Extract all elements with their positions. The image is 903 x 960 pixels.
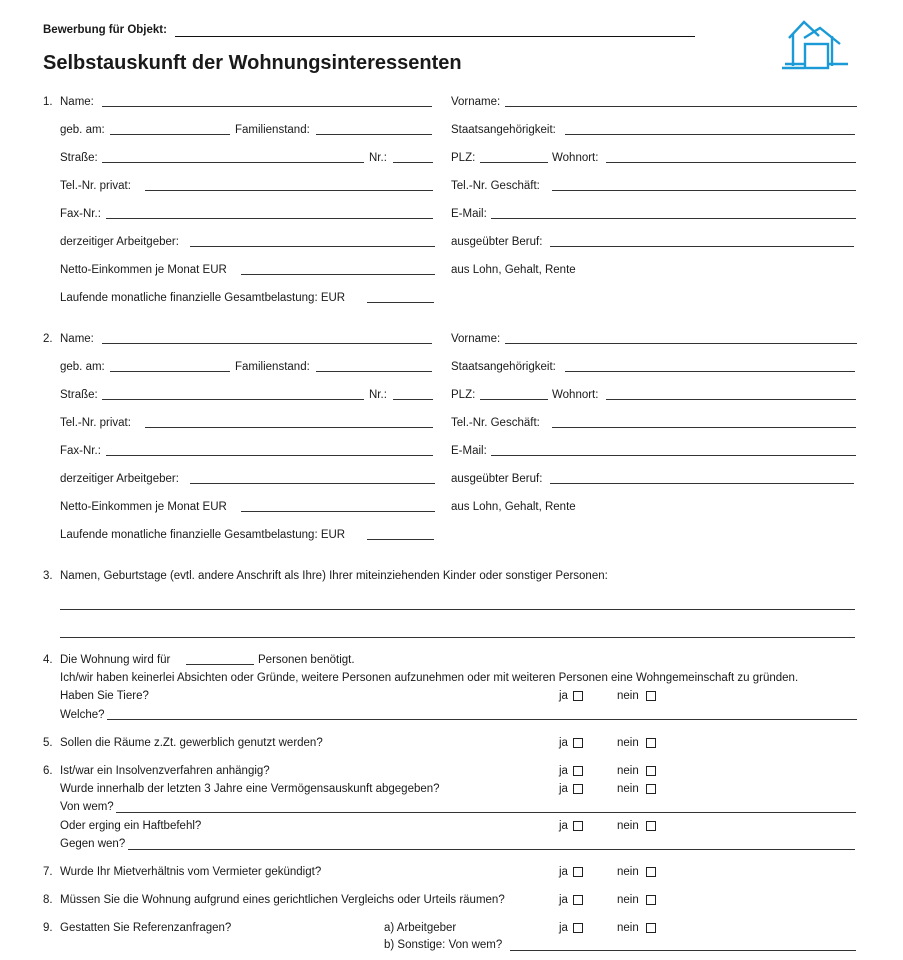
q6-haftbefehl-nein-label: nein <box>617 820 639 832</box>
q6-vermoegen-ja-checkbox[interactable] <box>573 784 583 794</box>
person1-email-label: E-Mail: <box>451 208 487 220</box>
person2-familienstand-label: Familienstand: <box>235 361 310 373</box>
person2-geb-field[interactable] <box>110 371 230 372</box>
q8-ja-checkbox[interactable] <box>573 895 583 905</box>
q4-tiere-nein-checkbox[interactable] <box>646 691 656 701</box>
person1-name-label: Name: <box>60 96 94 108</box>
person1-fax-field[interactable] <box>106 218 433 219</box>
person1-wohnort-field[interactable] <box>606 162 856 163</box>
q8-nein-label: nein <box>617 894 639 906</box>
person2-email-field[interactable] <box>491 455 856 456</box>
person1-netto-field[interactable] <box>241 274 435 275</box>
person1-strasse-label: Straße: <box>60 152 98 164</box>
q6-von-wem: Von wem? <box>60 801 114 813</box>
q9-arbeitgeber-nein-label: nein <box>617 922 639 934</box>
q6-text: Ist/war ein Insolvenzverfahren anhängig? <box>60 765 270 777</box>
person2-arbeitgeber-label: derzeitiger Arbeitgeber: <box>60 473 179 485</box>
q9-arbeitgeber-nein-checkbox[interactable] <box>646 923 656 933</box>
person2-belastung-label: Laufende monatliche finanzielle Gesamtbelastung: EUR <box>60 529 346 541</box>
q9-number: 9. <box>43 922 53 934</box>
person2-netto-label: Netto-Einkommen je Monat EUR <box>60 501 227 513</box>
q6-vermoegen: Wurde innerhalb der letzten 3 Jahre eine Vermögensauskunft abgegeben? <box>60 783 440 795</box>
person2-plz-label: PLZ: <box>451 389 476 401</box>
q8-ja-label: ja <box>559 894 568 906</box>
person1-vorname-field[interactable] <box>505 106 857 107</box>
person2-netto-field[interactable] <box>241 511 435 512</box>
person1-strasse-field[interactable] <box>102 162 364 163</box>
q5-nein-checkbox[interactable] <box>646 738 656 748</box>
q6-vermoegen-ja-label: ja <box>559 783 568 795</box>
person2-strasse-field[interactable] <box>102 399 364 400</box>
q8-nein-checkbox[interactable] <box>646 895 656 905</box>
q6-haftbefehl: Oder erging ein Haftbefehl? <box>60 820 202 832</box>
person1-lohn-label: aus Lohn, Gehalt, Rente <box>451 264 576 276</box>
person2-geb-label: geb. am: <box>60 361 105 373</box>
person2-belastung-field[interactable] <box>367 539 434 540</box>
q4-welche: Welche? <box>60 709 105 721</box>
q5-ja-checkbox[interactable] <box>573 738 583 748</box>
q7-ja-label: ja <box>559 866 568 878</box>
person1-tel-geschaeft-label: Tel.-Nr. Geschäft: <box>451 180 540 192</box>
person2-number: 2. <box>43 333 53 345</box>
person2-wohnort-label: Wohnort: <box>552 389 599 401</box>
person2-vorname-label: Vorname: <box>451 333 501 345</box>
person1-staat-label: Staatsangehörigkeit: <box>451 124 556 136</box>
person1-geb-label: geb. am: <box>60 124 105 136</box>
q8-number: 8. <box>43 894 53 906</box>
person1-vorname-label: Vorname: <box>451 96 501 108</box>
q4-tiere-nein-label: nein <box>617 690 639 702</box>
person2-wohnort-field[interactable] <box>606 399 856 400</box>
q6-insolvenz-ja-label: ja <box>559 765 568 777</box>
person2-nr-label: Nr.: <box>369 389 387 401</box>
person1-fax-label: Fax-Nr.: <box>60 208 101 220</box>
q5-number: 5. <box>43 737 53 749</box>
person1-plz-field[interactable] <box>480 162 548 163</box>
q4-number: 4. <box>43 654 53 666</box>
person2-familienstand-field[interactable] <box>316 371 432 372</box>
person1-beruf-field[interactable] <box>550 246 854 247</box>
q5-ja-label: ja <box>559 737 568 749</box>
person2-fax-label: Fax-Nr.: <box>60 445 101 457</box>
q6-haftbefehl-nein-checkbox[interactable] <box>646 821 656 831</box>
q3-number: 3. <box>43 570 53 582</box>
q6-vermoegen-nein-label: nein <box>617 783 639 795</box>
q9-text: Gestatten Sie Referenzanfragen? <box>60 922 232 934</box>
q6-insolvenz-nein-label: nein <box>617 765 639 777</box>
q4-tiere: Haben Sie Tiere? <box>60 690 149 702</box>
person1-geb-field[interactable] <box>110 134 230 135</box>
person2-beruf-field[interactable] <box>550 483 854 484</box>
q6-insolvenz-ja-checkbox[interactable] <box>573 766 583 776</box>
q7-ja-checkbox[interactable] <box>573 867 583 877</box>
person1-tel-privat-field[interactable] <box>145 190 433 191</box>
person1-familienstand-field[interactable] <box>316 134 432 135</box>
person1-belastung-label: Laufende monatliche finanzielle Gesamtbelastung: EUR <box>60 292 346 304</box>
q9-arbeitgeber-ja-label: ja <box>559 922 568 934</box>
q6-gegen-wen: Gegen wen? <box>60 838 126 850</box>
person2-staat-field[interactable] <box>565 371 855 372</box>
person1-familienstand-label: Familienstand: <box>235 124 310 136</box>
person1-beruf-label: ausgeübter Beruf: <box>451 236 543 248</box>
person2-fax-field[interactable] <box>106 455 433 456</box>
q9-arbeitgeber: a) Arbeitgeber <box>384 922 457 934</box>
q6-gegen-wen-field[interactable] <box>128 849 855 850</box>
person2-tel-privat-field[interactable] <box>145 427 433 428</box>
q8-text: Müssen Sie die Wohnung aufgrund eines gerichtlichen Vergleichs oder Urteils räumen? <box>60 894 505 906</box>
q9-arbeitgeber-ja-checkbox[interactable] <box>573 923 583 933</box>
q7-number: 7. <box>43 866 53 878</box>
person1-name-field[interactable] <box>102 106 432 107</box>
object-field[interactable] <box>175 36 695 37</box>
q4-tiere-ja-checkbox[interactable] <box>573 691 583 701</box>
person2-staat-label: Staatsangehörigkeit: <box>451 361 556 373</box>
person1-arbeitgeber-field[interactable] <box>190 246 435 247</box>
person1-nr-field[interactable] <box>393 162 433 163</box>
q6-haftbefehl-ja-label: ja <box>559 820 568 832</box>
q3-line-1[interactable] <box>60 609 855 610</box>
person2-nr-field[interactable] <box>393 399 433 400</box>
q5-nein-label: nein <box>617 737 639 749</box>
person1-nr-label: Nr.: <box>369 152 387 164</box>
q6-vermoegen-nein-checkbox[interactable] <box>646 784 656 794</box>
q4-welche-field[interactable] <box>107 719 857 720</box>
q6-haftbefehl-ja-checkbox[interactable] <box>573 821 583 831</box>
person2-tel-privat-label: Tel.-Nr. privat: <box>60 417 131 429</box>
person2-strasse-label: Straße: <box>60 389 98 401</box>
page-title: Selbstauskunft der Wohnungsinteressenten <box>43 52 462 74</box>
person1-number: 1. <box>43 96 53 108</box>
person2-tel-geschaeft-label: Tel.-Nr. Geschäft: <box>451 417 540 429</box>
object-label: Bewerbung für Objekt: <box>43 24 167 36</box>
person2-name-field[interactable] <box>102 343 432 344</box>
q5-text: Sollen die Räume z.Zt. gewerblich genutzt werden? <box>60 737 323 749</box>
person2-name-label: Name: <box>60 333 94 345</box>
q4-text-before: Die Wohnung wird für <box>60 654 171 666</box>
person1-netto-label: Netto-Einkommen je Monat EUR <box>60 264 227 276</box>
q7-nein-label: nein <box>617 866 639 878</box>
q3-text: Namen, Geburtstage (evtl. andere Anschrift als Ihre) Ihrer miteinziehenden Kinder oder sonstiger Personen: <box>60 570 608 582</box>
q9-sonstige-field[interactable] <box>510 950 856 951</box>
person2-tel-geschaeft-field[interactable] <box>552 427 856 428</box>
q7-text: Wurde Ihr Mietverhältnis vom Vermieter gekündigt? <box>60 866 322 878</box>
q4-statement: Ich/wir haben keinerlei Absichten oder Gründe, weitere Personen aufzunehmen oder mit weiteren Personen eine Wohngemeinschaft zu gründen. <box>60 672 799 684</box>
person1-staat-field[interactable] <box>565 134 855 135</box>
q4-text-after: Personen benötigt. <box>258 654 355 666</box>
person2-beruf-label: ausgeübter Beruf: <box>451 473 543 485</box>
person2-plz-field[interactable] <box>480 399 548 400</box>
q6-von-wem-field[interactable] <box>116 812 856 813</box>
q7-nein-checkbox[interactable] <box>646 867 656 877</box>
person1-plz-label: PLZ: <box>451 152 476 164</box>
q3-line-2[interactable] <box>60 637 855 638</box>
person1-tel-privat-label: Tel.-Nr. privat: <box>60 180 131 192</box>
person1-arbeitgeber-label: derzeitiger Arbeitgeber: <box>60 236 179 248</box>
person1-wohnort-label: Wohnort: <box>552 152 599 164</box>
q4-persons-field[interactable] <box>186 664 254 665</box>
person2-email-label: E-Mail: <box>451 445 487 457</box>
person1-belastung-field[interactable] <box>367 302 434 303</box>
q4-tiere-ja-label: ja <box>559 690 568 702</box>
person2-vorname-field[interactable] <box>505 343 857 344</box>
person1-tel-geschaeft-field[interactable] <box>552 190 856 191</box>
q6-insolvenz-nein-checkbox[interactable] <box>646 766 656 776</box>
q6-number: 6. <box>43 765 53 777</box>
person2-lohn-label: aus Lohn, Gehalt, Rente <box>451 501 576 513</box>
person1-email-field[interactable] <box>491 218 856 219</box>
q9-sonstige: b) Sonstige: Von wem? <box>384 939 503 951</box>
house-icon <box>780 14 852 74</box>
person2-arbeitgeber-field[interactable] <box>190 483 435 484</box>
